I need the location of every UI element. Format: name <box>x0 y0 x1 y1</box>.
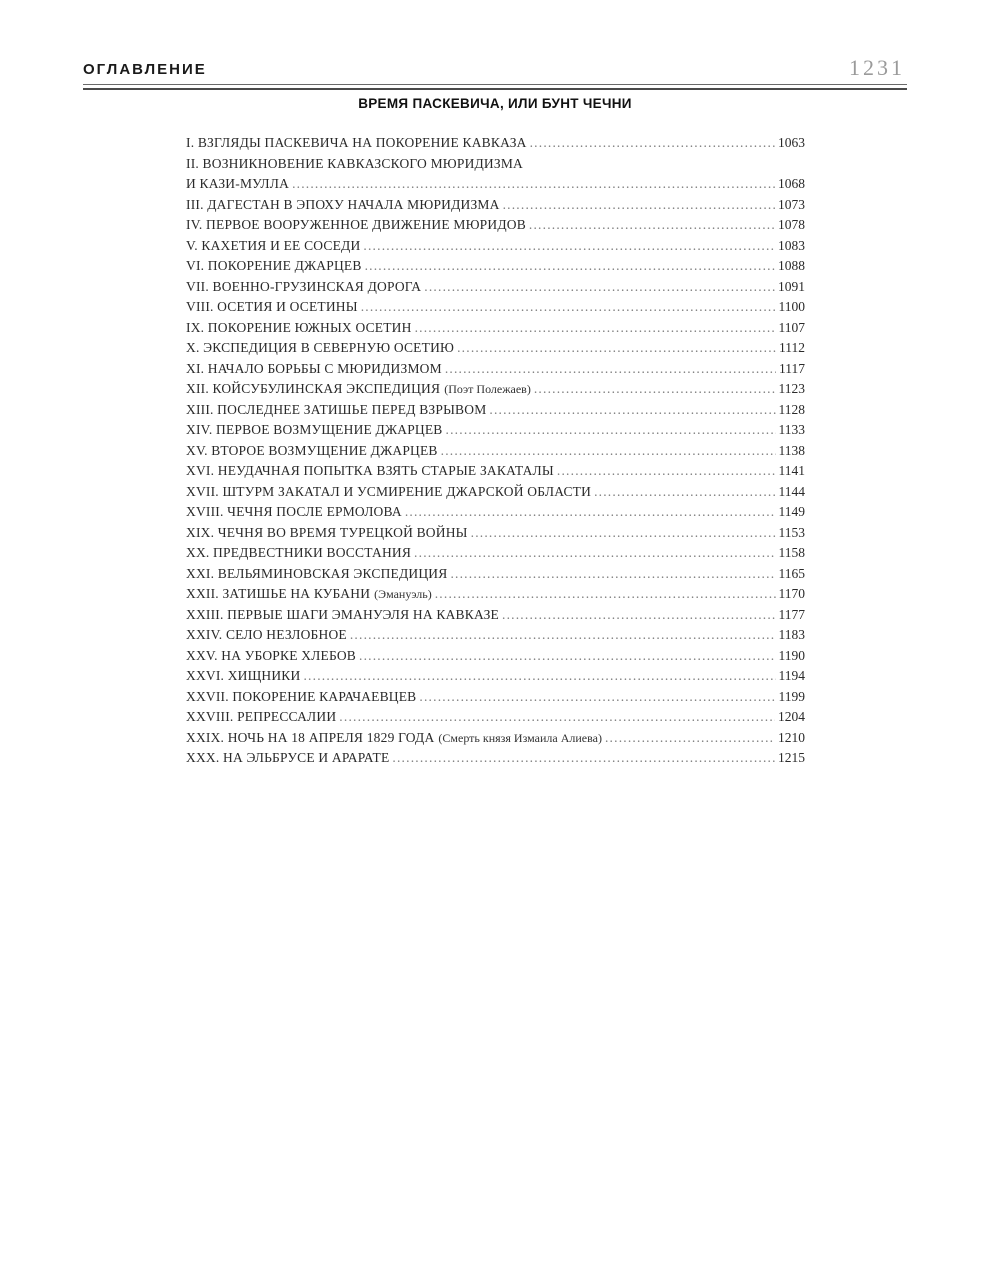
toc-entry[interactable] <box>186 297 805 318</box>
toc-entry-page: 1112 <box>779 340 805 355</box>
toc-entry-title: IX. ПОКОРЕНИЕ ЮЖНЫХ ОСЕТИН <box>186 319 412 335</box>
toc-entry[interactable] <box>186 687 805 708</box>
toc-entry-page: 1091 <box>778 278 805 294</box>
running-head: ОГЛАВЛЕНИЕ <box>83 61 207 78</box>
toc-entry-title: VIII. ОСЕТИЯ И ОСЕТИНЫ <box>186 299 358 314</box>
toc-entry-note: (Смерть князя Измаила Алиева) <box>438 730 602 745</box>
toc-entry-title: XVIII. ЧЕЧНЯ ПОСЛЕ ЕРМОЛОВА <box>186 504 402 519</box>
toc-entry[interactable] <box>186 543 805 564</box>
toc-entry[interactable] <box>186 584 805 605</box>
section-title: ВРЕМЯ ПАСКЕВИЧА, ИЛИ БУНТ ЧЕЧНИ <box>358 96 632 111</box>
dot-leader <box>503 195 775 216</box>
toc-entry[interactable] <box>186 215 805 236</box>
page-header <box>83 56 907 86</box>
toc-entry[interactable] <box>186 748 805 769</box>
toc-entry-page: 1117 <box>779 360 805 376</box>
dot-leader <box>530 133 775 154</box>
toc-entry[interactable] <box>186 195 805 216</box>
dot-leader <box>292 174 775 195</box>
toc-entry-title: VI. ПОКОРЕНИЕ ДЖАРЦЕВ <box>186 258 362 273</box>
toc-entry[interactable] <box>186 482 805 503</box>
toc-entry-title: XV. ВТОРОЕ ВОЗМУЩЕНИЕ ДЖАРЦЕВ <box>186 442 438 458</box>
toc-entry-page: 1158 <box>778 545 805 560</box>
dot-leader <box>557 461 776 482</box>
toc-entry[interactable] <box>186 707 805 728</box>
dot-leader <box>339 707 775 728</box>
toc-entry-title: XVI. НЕУДАЧНАЯ ПОПЫТКА ВЗЯТЬ СТАРЫЕ ЗАКАТАЛЫ <box>186 463 554 478</box>
toc-entry-title: VII. ВОЕННО-ГРУЗИНСКАЯ ДОРОГА <box>186 278 422 294</box>
dot-leader <box>303 666 775 687</box>
toc-entry-page: 1073 <box>778 196 805 212</box>
toc-entry[interactable] <box>186 420 805 441</box>
toc-entry[interactable] <box>186 236 805 257</box>
toc-entry[interactable] <box>186 666 805 687</box>
dot-leader <box>471 523 776 544</box>
dot-leader <box>392 748 775 769</box>
toc-entry-note: (Эмануэль) <box>374 587 432 601</box>
toc-entry-page: 1088 <box>778 258 805 273</box>
toc-entry-page: 1170 <box>778 586 805 601</box>
toc-entry-page: 1149 <box>778 504 805 519</box>
dot-leader <box>414 543 775 564</box>
header-rule-thin <box>83 84 907 85</box>
dot-leader <box>445 359 776 380</box>
toc-entry-page: 1210 <box>778 729 805 745</box>
dot-leader <box>363 236 775 257</box>
toc-entry[interactable] <box>186 133 805 154</box>
dot-leader <box>350 625 776 646</box>
dot-leader <box>365 256 775 277</box>
toc-entry-page: 1128 <box>778 401 805 417</box>
toc-entry-title: IV. ПЕРВОЕ ВООРУЖЕННОЕ ДВИЖЕНИЕ МЮРИДОВ <box>186 217 526 232</box>
toc-entry-page: 1153 <box>778 524 805 540</box>
dot-leader <box>441 441 776 462</box>
toc-entry-title: XIII. ПОСЛЕДНЕЕ ЗАТИШЬЕ ПЕРЕД ВЗРЫВОМ <box>186 401 487 417</box>
toc-entry-page: 1194 <box>778 668 805 683</box>
toc-entry[interactable] <box>186 277 805 298</box>
toc-entry[interactable] <box>186 441 805 462</box>
dot-leader <box>359 646 776 667</box>
toc-entry-page: 1215 <box>778 750 805 765</box>
toc-entry[interactable] <box>186 523 805 544</box>
toc-entry[interactable] <box>186 318 805 339</box>
toc-entry[interactable] <box>186 359 805 380</box>
toc-entry-page: 1204 <box>778 709 805 724</box>
toc-entry-title: XXVIII. РЕПРЕССАЛИИ <box>186 709 337 724</box>
toc-entry-title: XXII. ЗАТИШЬЕ НА КУБАНИ <box>186 586 371 601</box>
toc-entry-note: (Поэт Полежаев) <box>444 382 531 396</box>
toc-entry-page: 1083 <box>778 237 805 253</box>
toc-entry-title: XXIX. НОЧЬ НА 18 АПРЕЛЯ 1829 ГОДА <box>186 729 435 745</box>
toc-entry-page: 1063 <box>778 135 805 150</box>
toc-entry-page: 1141 <box>778 463 805 478</box>
dot-leader <box>405 502 776 523</box>
toc-entry[interactable] <box>186 338 805 359</box>
toc-entry-title: XXIII. ПЕРВЫЕ ШАГИ ЭМАНУЭЛЯ НА КАВКАЗЕ <box>186 606 499 622</box>
toc-entry-page: 1133 <box>778 422 805 437</box>
toc-entry-page: 1138 <box>778 442 805 458</box>
toc-entry[interactable] <box>186 646 805 667</box>
toc-entry-title: И КАЗИ-МУЛЛА <box>186 176 290 191</box>
dot-leader <box>415 318 776 339</box>
page-number: 1231 <box>849 55 905 80</box>
toc-entry-title: X. ЭКСПЕДИЦИЯ В СЕВЕРНУЮ ОСЕТИЮ <box>186 340 455 355</box>
toc-entry[interactable] <box>186 400 805 421</box>
header-rule <box>83 84 907 90</box>
dot-leader <box>605 728 775 749</box>
dot-leader <box>502 605 776 626</box>
dot-leader <box>594 482 775 503</box>
toc-entry-page: 1177 <box>778 606 805 622</box>
toc-entry[interactable] <box>186 154 805 175</box>
dot-leader <box>457 338 776 359</box>
toc-entry[interactable] <box>186 174 805 195</box>
toc-entry-title: XXI. ВЕЛЬЯМИНОВСКАЯ ЭКСПЕДИЦИЯ <box>186 565 448 581</box>
toc-entry-page: 1183 <box>778 627 805 642</box>
toc-entry[interactable] <box>186 379 805 400</box>
toc-entry-title: XII. КОЙСУБУЛИНСКАЯ ЭКСПЕДИЦИЯ <box>186 381 441 396</box>
toc-entry[interactable] <box>186 728 805 749</box>
toc-entry-page: 1199 <box>778 688 805 704</box>
toc-entry-page: 1107 <box>778 319 805 335</box>
dot-leader <box>446 420 776 441</box>
toc-entry-page: 1123 <box>778 381 805 396</box>
dot-leader <box>424 277 775 298</box>
table-of-contents <box>186 133 805 769</box>
toc-entry-title: XXV. НА УБОРКЕ ХЛЕБОВ <box>186 647 356 663</box>
toc-entry[interactable] <box>186 605 805 626</box>
toc-entry-title: XXVII. ПОКОРЕНИЕ КАРАЧАЕВЦЕВ <box>186 688 417 704</box>
toc-entry-title: II. ВОЗНИКНОВЕНИЕ КАВКАЗСКОГО МЮРИДИЗМА <box>186 155 523 171</box>
toc-entry-title: XXVI. ХИЩНИКИ <box>186 668 301 683</box>
dot-leader <box>361 297 776 318</box>
toc-entry[interactable] <box>186 461 805 482</box>
toc-entry-title: XXX. НА ЭЛЬБРУСЕ И АРАРАТЕ <box>186 750 390 765</box>
toc-entry[interactable] <box>186 625 805 646</box>
toc-entry-title: XX. ПРЕДВЕСТНИКИ ВОССТАНИЯ <box>186 545 412 560</box>
header-rule-thick <box>83 88 907 90</box>
toc-entry[interactable] <box>186 502 805 523</box>
toc-entry-page: 1144 <box>778 483 805 499</box>
dot-leader <box>489 400 775 421</box>
toc-entry-page: 1100 <box>778 299 805 314</box>
toc-entry-page: 1190 <box>778 647 805 663</box>
toc-entry-page: 1165 <box>778 565 805 581</box>
dot-leader <box>529 215 775 236</box>
dot-leader <box>435 584 776 605</box>
toc-entry-title: V. КАХЕТИЯ И ЕЕ СОСЕДИ <box>186 237 361 253</box>
dot-leader <box>419 687 775 708</box>
dot-leader <box>450 564 775 585</box>
toc-entry-page: 1068 <box>778 176 805 191</box>
toc-entry-title: XIX. ЧЕЧНЯ ВО ВРЕМЯ ТУРЕЦКОЙ ВОЙНЫ <box>186 524 468 540</box>
toc-entry-page: 1078 <box>778 217 805 232</box>
dot-leader <box>534 379 776 400</box>
toc-entry-title: III. ДАГЕСТАН В ЭПОХУ НАЧАЛА МЮРИДИЗМА <box>186 196 500 212</box>
toc-entry-title: XVII. ШТУРМ ЗАКАТАЛ И УСМИРЕНИЕ ДЖАРСКОЙ ОБЛАСТИ <box>186 483 592 499</box>
toc-entry[interactable] <box>186 256 805 277</box>
toc-entry-title: XXIV. СЕЛО НЕЗЛОБНОЕ <box>186 627 347 642</box>
toc-entry-title: XI. НАЧАЛО БОРЬБЫ С МЮРИДИЗМОМ <box>186 360 442 376</box>
toc-entry[interactable] <box>186 564 805 585</box>
toc-entry-title: I. ВЗГЛЯДЫ ПАСКЕВИЧА НА ПОКОРЕНИЕ КАВКАЗА <box>186 135 527 150</box>
toc-entry-title: XIV. ПЕРВОЕ ВОЗМУЩЕНИЕ ДЖАРЦЕВ <box>186 422 443 437</box>
